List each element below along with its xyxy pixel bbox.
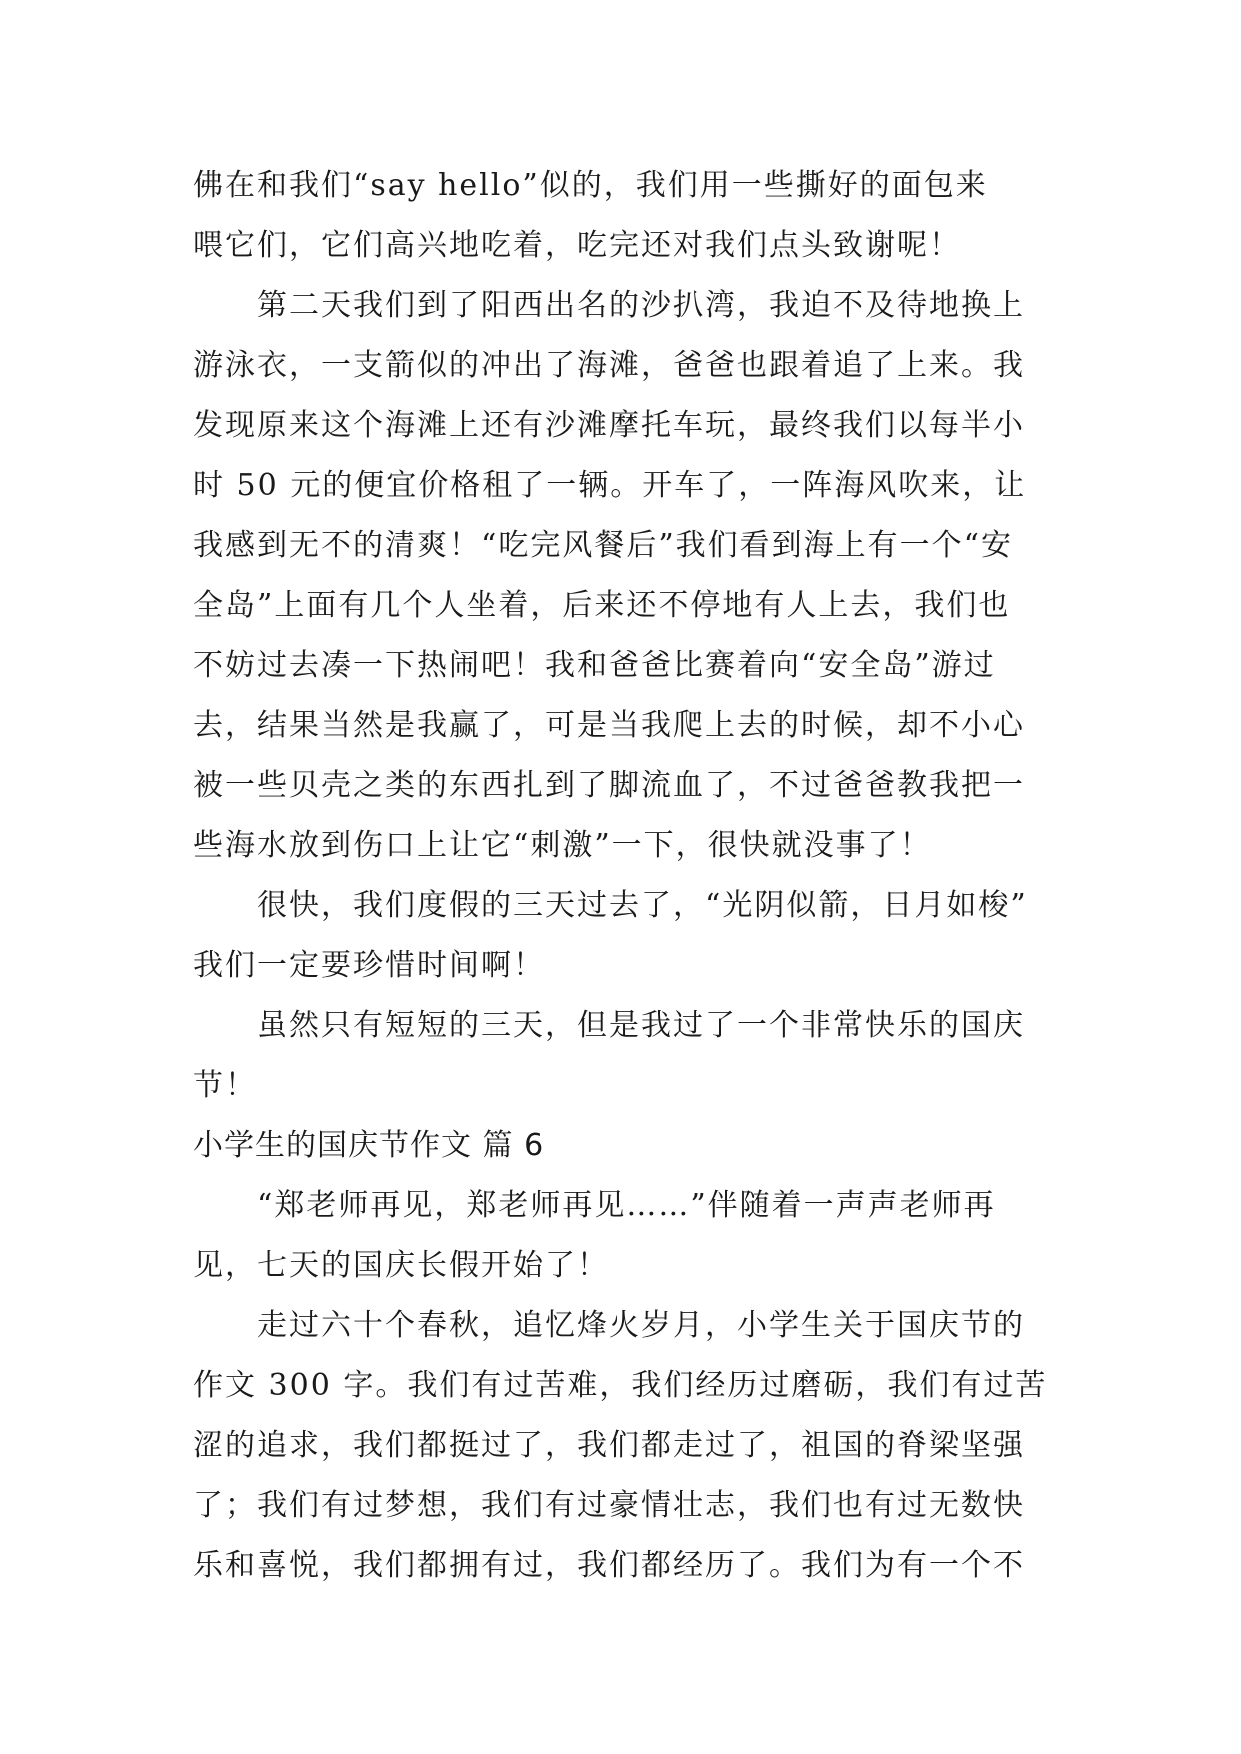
text-line: 喂它们，它们高兴地吃着，吃完还对我们点头致谢呢！ (193, 228, 961, 263)
text-line: 佛在和我们“say hello”似的，我们用一些撕好的面包来 (193, 168, 988, 203)
text-line: 作文 300 字。我们有过苦难，我们经历过磨砺，我们有过苦 (193, 1368, 1048, 1403)
text-line: 走过六十个春秋，追忆烽火岁月，小学生关于国庆节的 (257, 1308, 1025, 1343)
text-line: 发现原来这个海滩上还有沙滩摩托车玩，最终我们以每半小 (193, 408, 1025, 443)
text-line: 很快，我们度假的三天过去了，“光阴似箭，日月如梭” (257, 888, 1028, 923)
text-line: 见，七天的国庆长假开始了！ (193, 1248, 609, 1283)
text-line: 了；我们有过梦想，我们有过豪情壮志，我们也有过无数快 (193, 1488, 1025, 1523)
text-line: 节！ (193, 1068, 257, 1103)
text-line: 虽然只有短短的三天，但是我过了一个非常快乐的国庆 (257, 1008, 1025, 1043)
text-line: 乐和喜悦，我们都拥有过，我们都经历了。我们为有一个不 (193, 1548, 1025, 1583)
section-heading: 小学生的国庆节作文 篇 6 (193, 1128, 545, 1163)
text-line: 我感到无不的清爽！“吃完风餐后”我们看到海上有一个“安 (193, 528, 1014, 563)
text-line: 被一些贝壳之类的东西扎到了脚流血了，不过爸爸教我把一 (193, 768, 1025, 803)
text-line: 去，结果当然是我赢了，可是当我爬上去的时候，却不小心 (193, 708, 1025, 743)
text-line: 我们一定要珍惜时间啊！ (193, 948, 545, 983)
text-line: 游泳衣，一支箭似的冲出了海滩，爸爸也跟着追了上来。我 (193, 348, 1025, 383)
text-line: “郑老师再见，郑老师再见……”伴随着一声声老师再 (257, 1188, 996, 1223)
text-line: 时 50 元的便宜价格租了一辆。开车了，一阵海风吹来，让 (193, 468, 1027, 503)
text-line: 全岛”上面有几个人坐着，后来还不停地有人上去，我们也 (193, 588, 1011, 623)
text-line: 些海水放到伤口上让它“刺激”一下，很快就没事了！ (193, 828, 932, 863)
document-body (193, 156, 1053, 1596)
text-line: 不妨过去凑一下热闹吧！我和爸爸比赛着向“安全岛”游过 (193, 648, 996, 683)
text-line: 第二天我们到了阳西出名的沙扒湾，我迫不及待地换上 (257, 288, 1025, 323)
text-line: 涩的追求，我们都挺过了，我们都走过了，祖国的脊梁坚强 (193, 1428, 1025, 1463)
